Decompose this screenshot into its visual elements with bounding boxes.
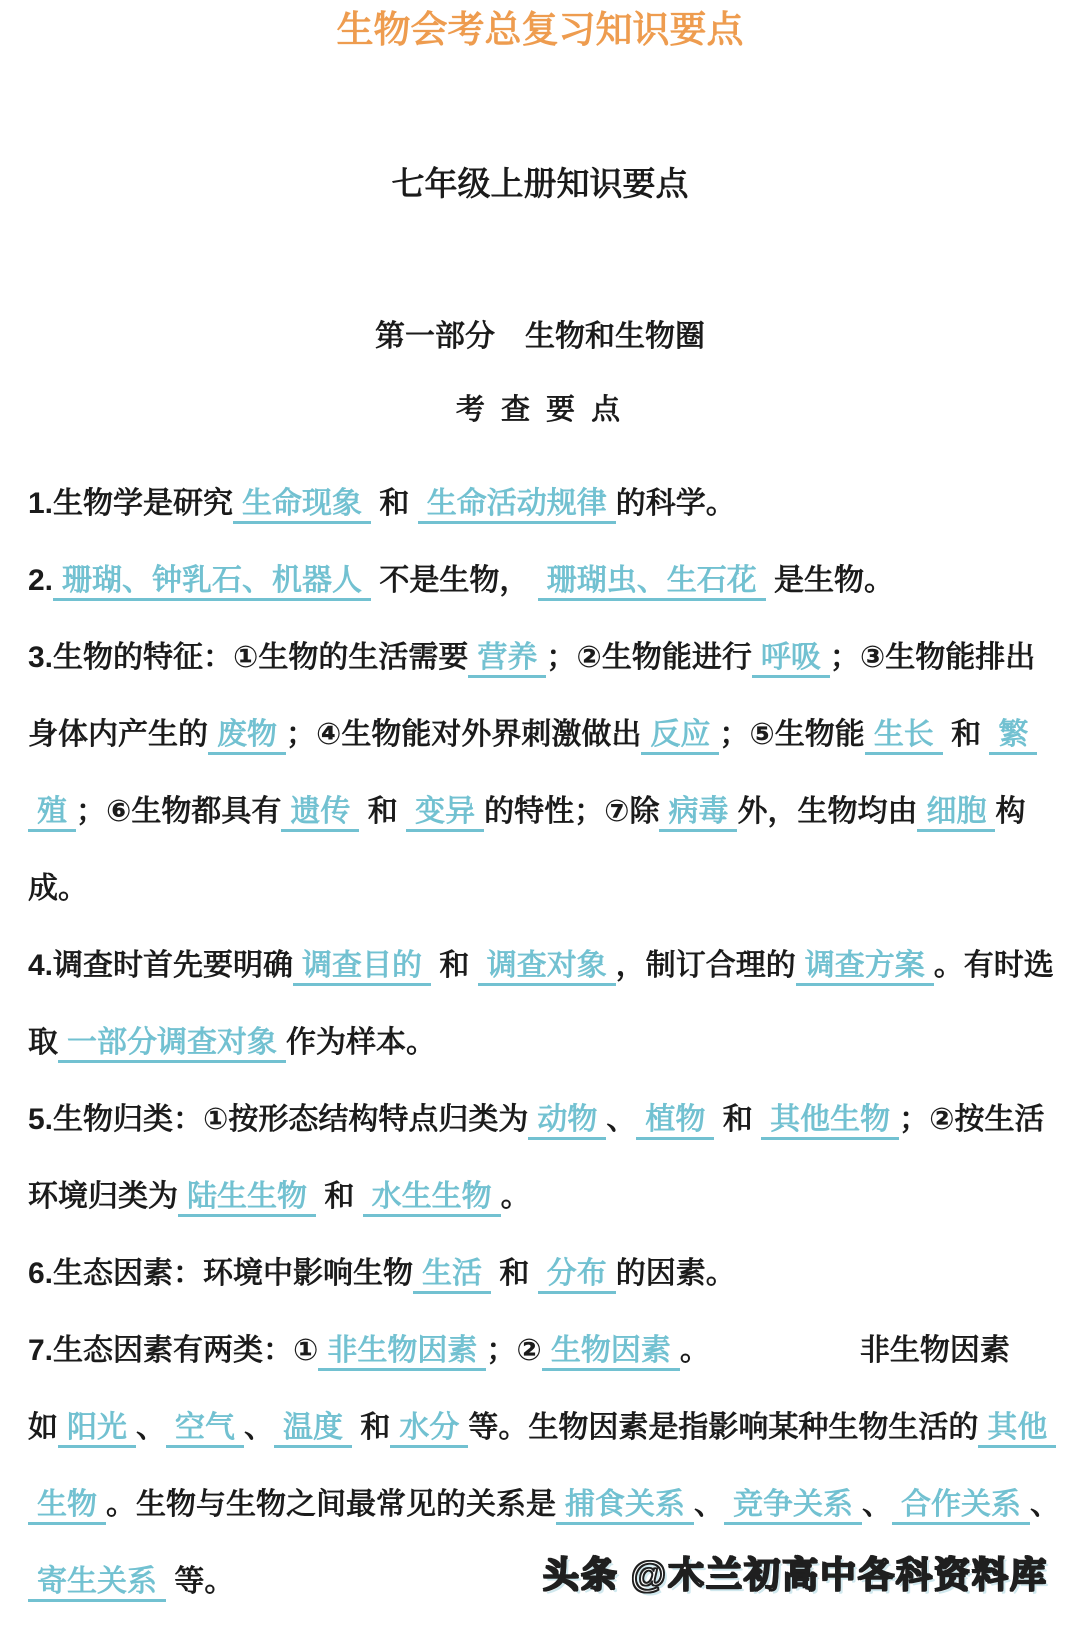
answer-blank: 合作关系	[892, 1488, 1030, 1525]
text-line	[0, 773, 1080, 850]
text-segment: ，制订合理的	[615, 949, 796, 982]
watermark-text: 头条 @木兰初高中各科资料库	[542, 1554, 1048, 1595]
text-segment: 、	[244, 1411, 274, 1444]
text-segment: 、	[136, 1411, 166, 1444]
review-points-list	[0, 465, 1080, 1620]
text-segment: 和	[371, 487, 418, 520]
text-segment: 、	[606, 1103, 637, 1136]
answer-blank: 温度	[274, 1411, 352, 1448]
text-line	[0, 542, 1080, 619]
text-segment: 的科学。	[615, 487, 736, 520]
answer-blank: 反应	[641, 718, 719, 755]
answer-blank: 竞争关系	[724, 1488, 862, 1525]
answer-blank: 空气	[166, 1411, 244, 1448]
text-segment: 6.生态因素：环境中影响生物	[28, 1257, 414, 1290]
answer-blank: 其他	[978, 1411, 1056, 1448]
text-segment: 、	[694, 1488, 724, 1521]
answer-blank: 陆生生物	[178, 1180, 316, 1217]
answer-blank: 细胞	[917, 795, 995, 832]
answer-blank: 珊瑚虫、生石花	[538, 564, 766, 601]
answer-blank: 分布	[538, 1257, 616, 1294]
answer-blank: 水生生物	[363, 1180, 501, 1217]
answer-blank: 生命现象	[233, 487, 371, 524]
text-segment: 构	[995, 795, 1026, 828]
text-segment: 身体内产生的	[28, 718, 208, 751]
answer-blank: 生命活动规律	[418, 487, 616, 524]
text-segment: 和	[714, 1103, 762, 1136]
answer-blank: 病毒	[659, 795, 737, 832]
answer-blank: 殖	[28, 795, 76, 832]
text-segment: ；⑥生物都具有	[76, 795, 282, 828]
answer-blank: 调查方案	[796, 949, 934, 986]
answer-blank: 非生物因素	[318, 1334, 486, 1371]
answer-blank: 变异	[406, 795, 484, 832]
text-segment: 如	[28, 1411, 58, 1444]
text-segment: 2.	[28, 564, 54, 597]
text-segment: 、	[862, 1488, 892, 1521]
text-segment: 、	[1030, 1488, 1060, 1521]
text-segment: 的因素。	[615, 1257, 736, 1290]
answer-blank: 阳光	[58, 1411, 136, 1448]
text-line	[0, 927, 1080, 1004]
answer-blank: 一部分调查对象	[58, 1026, 286, 1063]
text-line	[0, 1389, 1080, 1466]
text-segment: ；⑤生物能	[719, 718, 865, 751]
text-segment: 环境归类为	[28, 1180, 178, 1213]
text-segment: 作为样本。	[286, 1026, 436, 1059]
text-line	[0, 850, 1080, 927]
text-segment: 。生物与生物之间最常见的关系是	[106, 1488, 556, 1521]
text-line	[0, 619, 1080, 696]
section-heading: 第一部分 生物和生物圈	[375, 320, 705, 353]
text-segment: 和	[431, 949, 478, 982]
text-segment: 和	[491, 1257, 538, 1290]
text-segment: 3.生物的特征：①生物的生活需要	[28, 641, 469, 674]
answer-blank: 调查目的	[293, 949, 431, 986]
document-subtitle: 七年级上册知识要点	[391, 165, 689, 202]
answer-blank: 捕食关系	[556, 1488, 694, 1525]
text-segment: 1.生物学是研究	[28, 487, 234, 520]
text-line	[0, 1081, 1080, 1158]
text-line	[0, 696, 1080, 773]
text-segment: 和	[942, 718, 990, 751]
page-title: 生物会考总复习知识要点	[336, 9, 744, 50]
text-segment: ；②	[486, 1334, 542, 1367]
text-segment: ；③生物能排出	[829, 641, 1036, 674]
text-segment: 等。	[166, 1565, 235, 1598]
answer-blank: 植物	[636, 1103, 714, 1140]
answer-blank: 废物	[208, 718, 286, 755]
text-segment: 外，生物均由	[737, 795, 918, 828]
text-segment: 。	[500, 1180, 531, 1213]
answer-blank: 生物	[28, 1488, 106, 1525]
text-segment: 等。生物因素是指影响某种生物生活的	[468, 1411, 979, 1444]
text-segment: 。有时选	[933, 949, 1054, 982]
text-segment: 和	[359, 795, 407, 828]
answer-blank: 生长	[865, 718, 943, 755]
text-segment: 取	[28, 1026, 58, 1059]
text-segment: ；②按生活	[899, 1103, 1045, 1136]
text-segment: 非生物因素	[859, 1334, 1010, 1367]
text-line	[0, 465, 1080, 542]
answer-blank: 生活	[413, 1257, 491, 1294]
subsection-heading: 考 查 要 点	[455, 394, 625, 426]
answer-blank: 水分	[390, 1411, 468, 1448]
text-segment: 成。	[28, 872, 88, 905]
text-segment: 和	[352, 1411, 391, 1444]
answer-blank: 珊瑚、钟乳石、机器人	[53, 564, 371, 601]
answer-blank: 遗传	[281, 795, 359, 832]
text-segment: 是生物。	[765, 564, 895, 597]
text-segment: 4.调查时首先要明确	[28, 949, 294, 982]
answer-blank: 生物因素	[542, 1334, 680, 1371]
answer-blank: 呼吸	[752, 641, 830, 678]
text-segment: 的特性；⑦除	[484, 795, 660, 828]
text-line	[0, 1466, 1080, 1543]
text-segment: ；②生物能进行	[546, 641, 752, 674]
answer-blank: 调查对象	[478, 949, 616, 986]
text-line	[0, 1312, 1080, 1389]
text-segment: ；④生物能对外界刺激做出	[286, 718, 642, 751]
text-line	[0, 1004, 1080, 1081]
answer-blank: 动物	[528, 1103, 606, 1140]
text-segment: 。	[679, 1334, 710, 1367]
text-line	[0, 1235, 1080, 1312]
answer-blank: 寄生关系	[28, 1565, 166, 1602]
answer-blank: 其他生物	[761, 1103, 899, 1140]
text-segment: 不是生物，	[371, 564, 538, 597]
answer-blank: 营养	[468, 641, 546, 678]
text-segment: 7.生态因素有两类：①	[28, 1334, 319, 1367]
text-segment: 和	[316, 1180, 363, 1213]
text-segment: 5.生物归类：①按形态结构特点归类为	[28, 1103, 529, 1136]
text-line	[0, 1158, 1080, 1235]
answer-blank: 繁	[989, 718, 1037, 755]
